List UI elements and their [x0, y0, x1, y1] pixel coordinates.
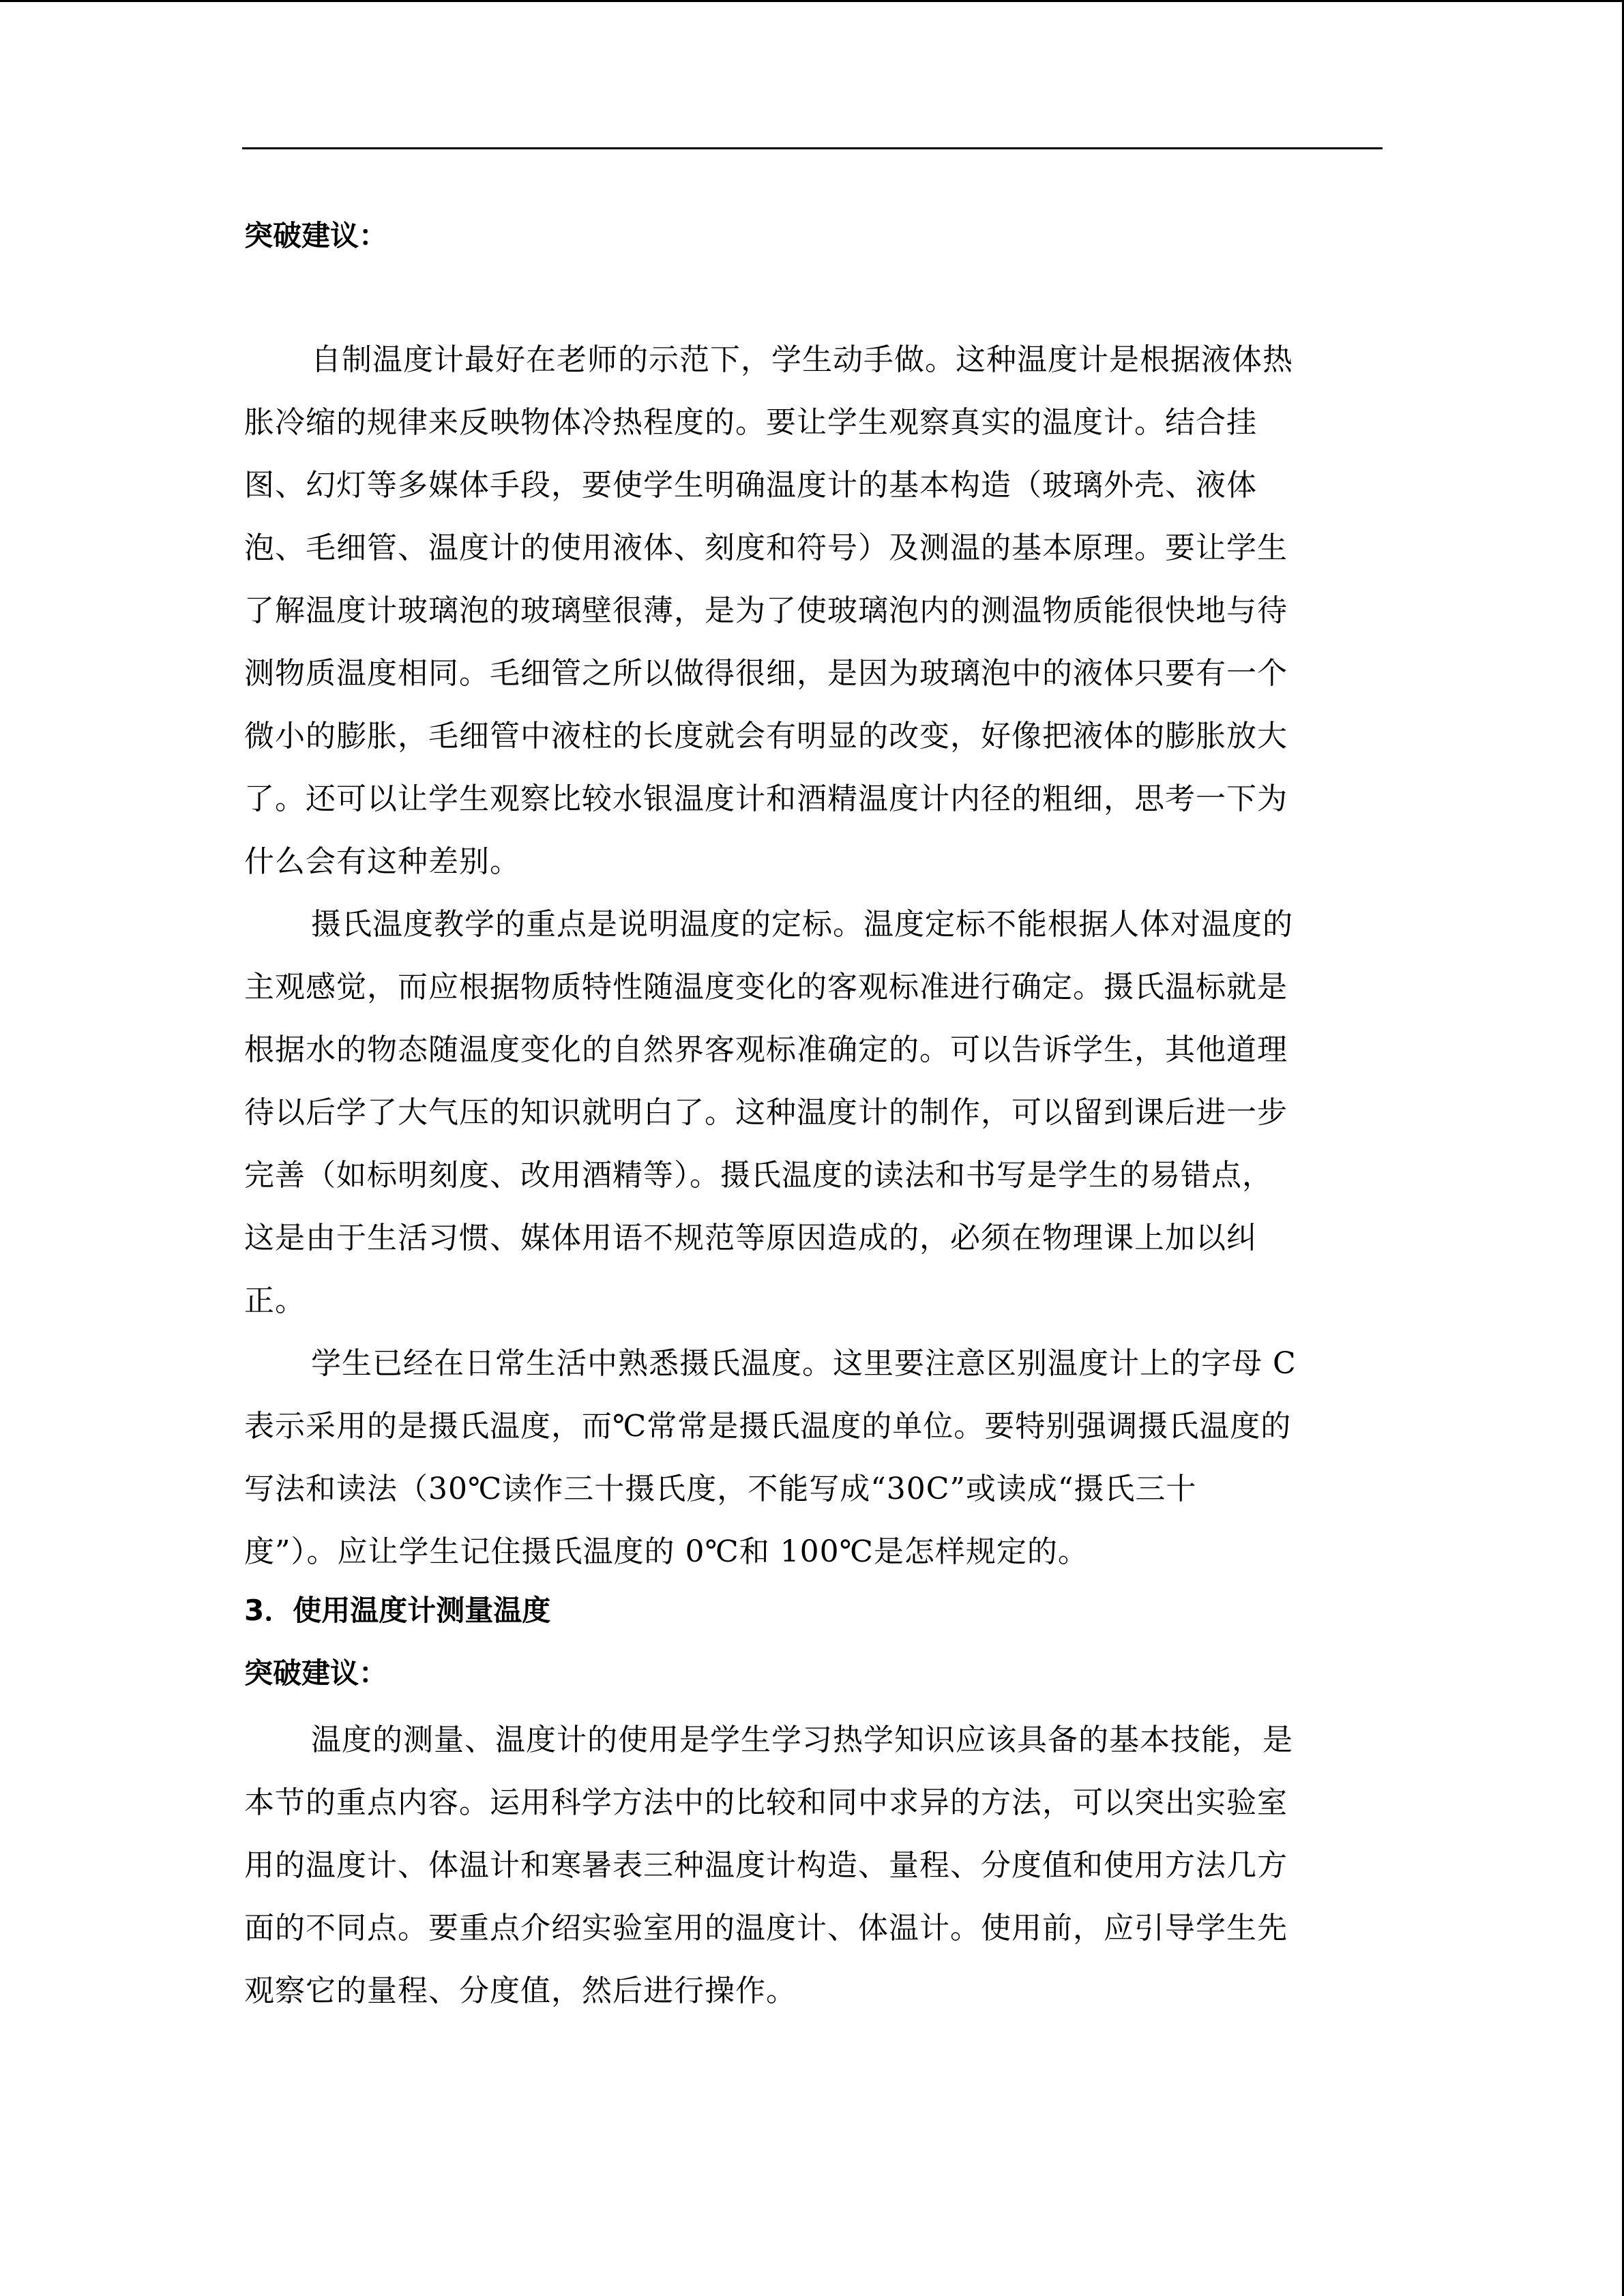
paragraph-line: 面的不同点。要重点介绍实验室用的温度计、体温计。使用前，应引导学生先 [244, 1911, 1288, 1945]
paragraph-line: 了。还可以让学生观察比较水银温度计和酒精温度计内径的粗细，思考一下为 [244, 781, 1288, 816]
paragraph-line: 什么会有这种差别。 [244, 844, 520, 879]
section-heading: 突破建议： [244, 219, 388, 252]
paragraph-line: 泡、毛细管、温度计的使用液体、刻度和符号）及测温的基本原理。要让学生 [244, 531, 1288, 565]
paragraph-line: 胀冷缩的规律来反映物体冷热程度的。要让学生观察真实的温度计。结合挂 [244, 405, 1257, 440]
paragraph-line: 微小的膨胀，毛细管中液柱的长度就会有明显的改变，好像把液体的膨胀放大 [244, 719, 1288, 754]
paragraph-line: 用的温度计、体温计和寒暑表三种温度计构造、量程、分度值和使用方法几方 [244, 1848, 1288, 1883]
paragraph-4 [244, 1709, 1363, 2023]
paragraph-line: 温度的测量、温度计的使用是学生学习热学知识应该具备的基本技能，是 [311, 1723, 1293, 1757]
paragraph-line: 图、幻灯等多媒体手段，要使学生明确温度计的基本构造（玻璃外壳、液体 [244, 468, 1257, 503]
document-body [244, 205, 1363, 2023]
paragraph-line: 学生已经在日常生活中熟悉摄氏温度。这里要注意区别温度计上的字母 C [311, 1346, 1297, 1381]
paragraph-line: 完善（如标明刻度、改用酒精等）。摄氏温度的读法和书写是学生的易错点， [244, 1158, 1273, 1193]
section-3-heading: 3．使用温度计测量温度 [244, 1594, 551, 1627]
paragraph-line: 观察它的量程、分度值，然后进行操作。 [244, 1973, 797, 2008]
paragraph-line: 待以后学了大气压的知识就明白了。这种温度计的制作，可以留到课后进一步 [244, 1095, 1288, 1130]
paragraph-3 [244, 1332, 1363, 1583]
paragraph-line: 自制温度计最好在老师的示范下，学生动手做。这种温度计是根据液体热 [311, 342, 1293, 377]
paragraph-line: 摄氏温度教学的重点是说明温度的定标。温度定标不能根据人体对温度的 [311, 907, 1293, 942]
paragraph-line: 表示采用的是摄氏温度，而℃常常是摄氏温度的单位。要特别强调摄氏温度的 [244, 1409, 1292, 1444]
paragraph-line: 根据水的物态随温度变化的自然界客观标准确定的。可以告诉学生，其他道理 [244, 1032, 1288, 1067]
header-rule [242, 147, 1383, 149]
paragraph-line: 测物质温度相同。毛细管之所以做得很细，是因为玻璃泡中的液体只要有一个 [244, 656, 1288, 691]
section-3-subheading: 突破建议： [244, 1656, 388, 1690]
paragraph-line: 这是由于生活习惯、媒体用语不规范等原因造成的，必须在物理课上加以纠 [244, 1221, 1257, 1255]
paragraph-line: 了解温度计玻璃泡的玻璃壁很薄，是为了使玻璃泡内的测温物质能很快地与待 [244, 593, 1288, 628]
paragraph-1 [244, 329, 1363, 893]
paragraph-line: 正。 [244, 1283, 306, 1318]
paragraph-line: 本节的重点内容。运用科学方法中的比较和同中求异的方法，可以突出实验室 [244, 1785, 1288, 1820]
paragraph-line: 写法和读法（30℃读作三十摄氏度，不能写成“30C”或读成“摄氏三十 [244, 1472, 1197, 1506]
paragraph-2 [244, 893, 1363, 1332]
paragraph-line: 主观感觉，而应根据物质特性随温度变化的客观标准进行确定。摄氏温标就是 [244, 970, 1288, 1004]
paragraph-line: 度”）。应让学生记住摄氏温度的 0℃和 100℃是怎样规定的。 [244, 1534, 1089, 1569]
